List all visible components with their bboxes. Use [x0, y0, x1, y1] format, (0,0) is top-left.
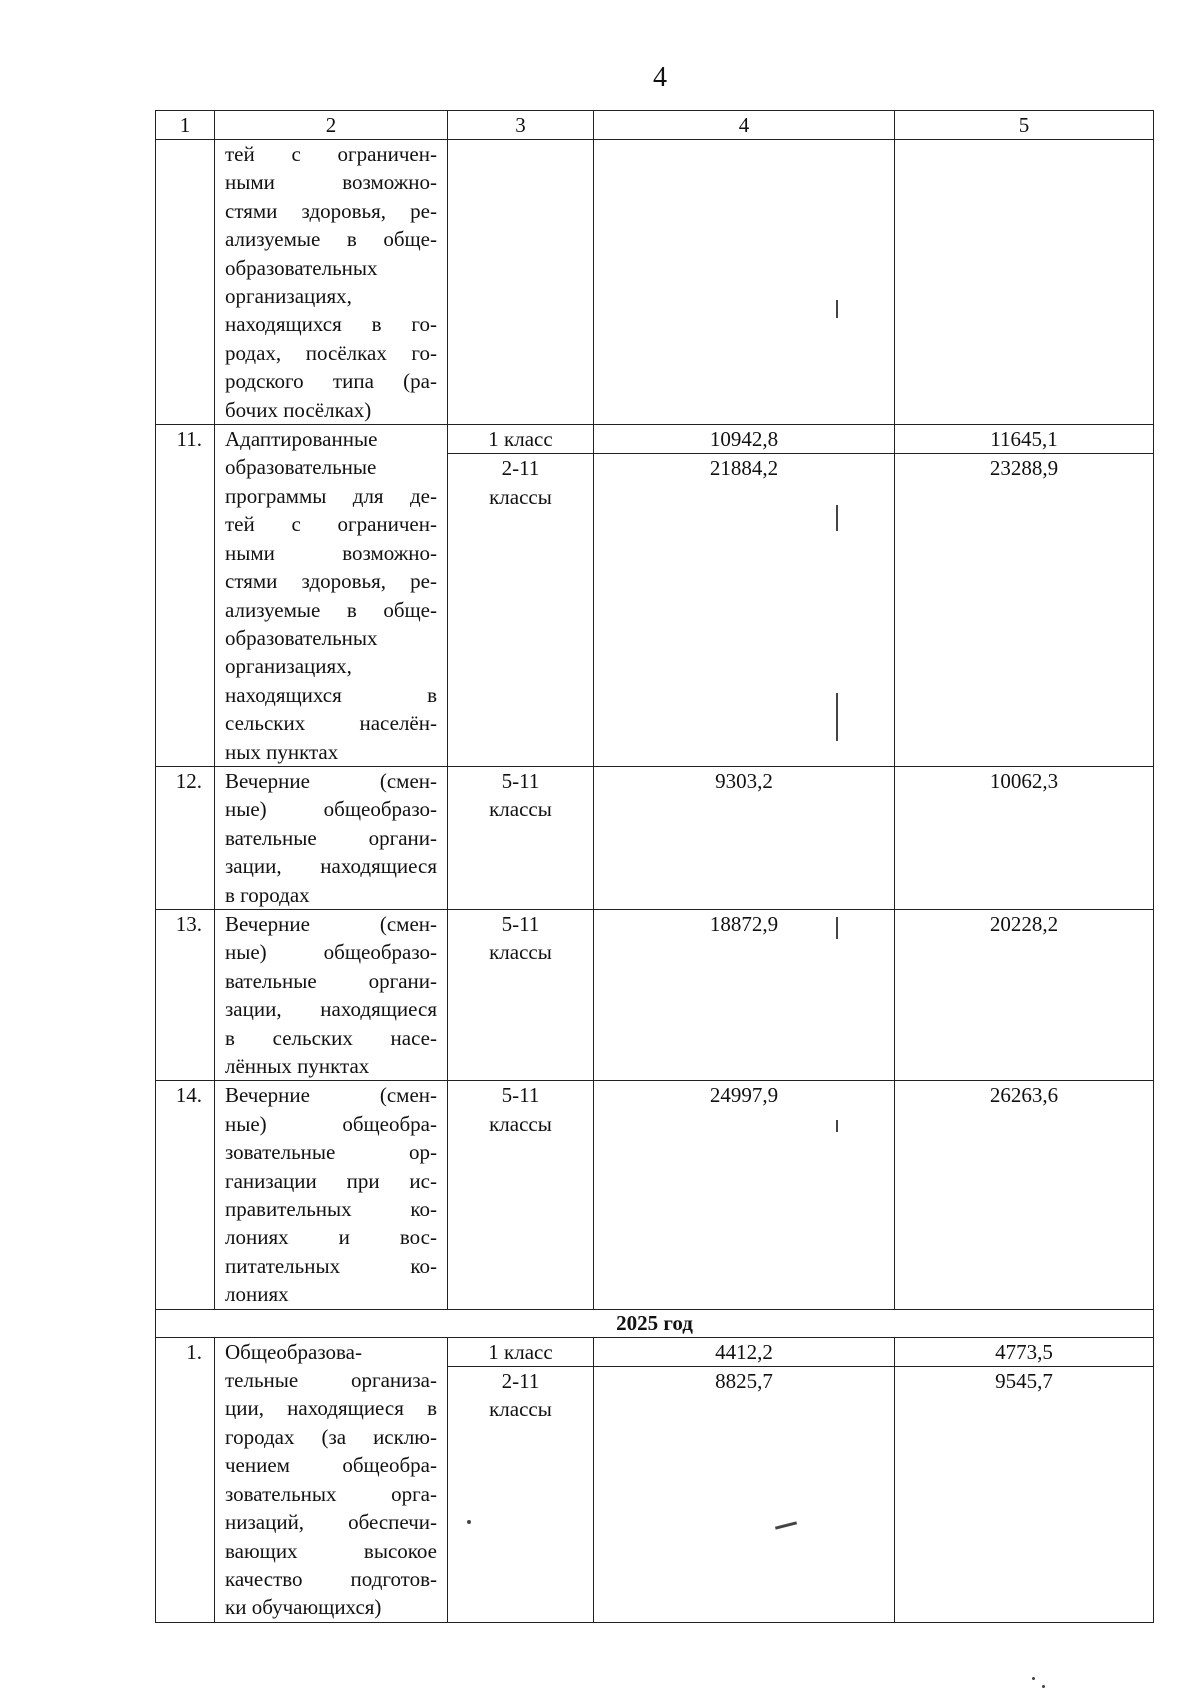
class-range — [448, 766, 594, 909]
description-line: качество подготов- — [225, 1566, 437, 1591]
column5-value: 20228,2 — [989, 911, 1059, 936]
class-range-value: 5-11 классы — [489, 1083, 552, 1136]
description-line: ции, находящиеся в — [225, 1396, 437, 1421]
description-line: зовательных орга- — [225, 1481, 437, 1506]
column4-value: 4412,2 — [594, 1338, 894, 1367]
table-row — [156, 140, 1154, 425]
column4-value: 21884,2 — [709, 456, 779, 481]
row-description — [215, 140, 448, 425]
column5 — [895, 909, 1154, 1080]
row-number: 11. — [156, 425, 215, 767]
class-range-value: 2-11 классы — [489, 456, 552, 509]
description-line: ализуемые в обще- — [225, 597, 437, 622]
class-range — [448, 1337, 594, 1622]
column4-value: 10942,8 — [594, 425, 894, 454]
column5-value: 9545,7 — [995, 1369, 1053, 1394]
class-range-value: 5-11 классы — [489, 768, 552, 822]
description-line: родах, посёлках го- — [225, 340, 437, 365]
class-range-value: 5-11 классы — [489, 911, 552, 965]
description-line: организациях, — [225, 654, 352, 679]
year-header: 2025 год — [156, 1309, 1154, 1337]
description-line: городах (за исклю- — [225, 1424, 437, 1449]
description-line: находящихся в — [225, 682, 437, 707]
row-number: 14. — [156, 1081, 215, 1309]
description-line: ки обучающихся) — [225, 1595, 382, 1620]
column-header-2: 2 — [215, 111, 448, 140]
column5-value: 11645,1 — [895, 425, 1153, 454]
description-line: низаций, обеспечи- — [225, 1510, 437, 1535]
class-range-value: 2-11 классы — [489, 1369, 552, 1422]
description-line: Вечерние (смен- — [225, 768, 437, 793]
description-line: Вечерние (смен- — [225, 1083, 437, 1108]
description-line: тей с ограничен- — [225, 512, 437, 537]
table-row — [156, 766, 1154, 909]
description-line: ные) общеобра- — [225, 1111, 437, 1136]
column5-value: 10062,3 — [989, 768, 1059, 793]
description-line: зации, находящиеся — [225, 997, 437, 1022]
row-number — [156, 140, 215, 425]
column5-value: 23288,9 — [989, 456, 1059, 481]
description-line: вательные органи- — [225, 968, 437, 993]
description-line: стями здоровья, ре- — [225, 569, 437, 594]
scan-mark — [836, 693, 838, 741]
column-header-4: 4 — [594, 111, 895, 140]
scan-mark — [836, 505, 838, 531]
description-line: организациях, — [225, 284, 352, 309]
description-line: тей с ограничен- — [225, 142, 437, 166]
description-line: ными возможно- — [225, 170, 437, 195]
description-line: правительных ко- — [225, 1197, 437, 1222]
row-description — [215, 766, 448, 909]
column5 — [895, 1337, 1154, 1622]
column-header-3: 3 — [448, 111, 594, 140]
class-range — [448, 425, 594, 767]
description-line: Общеобразова- — [225, 1339, 362, 1364]
class-range-value: 1 класс — [448, 1338, 593, 1367]
column4-value: 24997,9 — [709, 1083, 779, 1108]
row-description — [215, 425, 448, 767]
scan-mark — [836, 1120, 838, 1132]
description-line: лониях — [225, 1282, 289, 1307]
description-line: сельских населён- — [225, 711, 437, 736]
description-line: ными возможно- — [225, 540, 437, 565]
column5 — [895, 1081, 1154, 1309]
column5-value: 4773,5 — [895, 1338, 1153, 1367]
page-number: 4 — [653, 62, 667, 93]
column4 — [594, 425, 895, 767]
class-range-value: 1 класс — [448, 425, 593, 454]
year-section-row — [156, 1309, 1154, 1337]
column5 — [895, 425, 1154, 767]
column4-value: 8825,7 — [715, 1369, 773, 1394]
column4 — [594, 766, 895, 909]
row-number: 13. — [156, 909, 215, 1080]
tariff-table — [155, 110, 1154, 1623]
description-line: образовательных — [225, 625, 378, 650]
description-line: ных пунктах — [225, 739, 339, 764]
table-row — [156, 909, 1154, 1080]
description-line: стями здоровья, ре- — [225, 198, 437, 223]
description-line: образовательные — [225, 455, 377, 480]
class-range — [448, 1081, 594, 1309]
table-row — [156, 1337, 1154, 1622]
row-number: 1. — [156, 1337, 215, 1622]
column4 — [594, 140, 895, 425]
scan-mark — [467, 1520, 471, 1524]
description-line: образовательных — [225, 255, 378, 280]
column5 — [895, 140, 1154, 425]
description-line: зовательные ор- — [225, 1140, 437, 1165]
column4 — [594, 1337, 895, 1622]
class-range — [448, 140, 594, 425]
description-line: ганизации при ис- — [225, 1168, 437, 1193]
description-line: вательные органи- — [225, 825, 437, 850]
column4-value: 18872,9 — [709, 911, 779, 936]
row-description — [215, 1081, 448, 1309]
description-line: вающих высокое — [225, 1538, 437, 1563]
description-line: Адаптированные — [225, 427, 378, 452]
description-line: ные) общеобразо- — [225, 797, 437, 822]
description-line: тельные организа- — [225, 1368, 437, 1393]
description-line: в городах — [225, 882, 310, 907]
scan-mark — [836, 300, 838, 318]
table-row — [156, 425, 1154, 767]
column5 — [895, 766, 1154, 909]
column4-value: 9303,2 — [715, 768, 773, 793]
row-number: 12. — [156, 766, 215, 909]
scan-mark — [1032, 1677, 1035, 1680]
description-line: чением общеобра- — [225, 1453, 437, 1478]
description-line: ализуемые в обще- — [225, 227, 437, 252]
description-line: родского типа (ра- — [225, 369, 437, 394]
row-description — [215, 909, 448, 1080]
column-number-row — [156, 111, 1154, 140]
column4 — [594, 1081, 895, 1309]
description-line: находящихся в го- — [225, 312, 437, 337]
scan-mark — [1042, 1685, 1045, 1688]
description-line: зации, находящиеся — [225, 854, 437, 879]
description-line: лённых пунктах — [225, 1054, 370, 1078]
description-line: лониях и вос- — [225, 1225, 437, 1250]
description-line: в сельских насе- — [225, 1025, 437, 1050]
column5-value: 26263,6 — [989, 1083, 1059, 1108]
description-line: Вечерние (смен- — [225, 911, 437, 936]
row-description — [215, 1337, 448, 1622]
description-line: бочих посёлках) — [225, 397, 372, 422]
scan-mark — [836, 917, 838, 939]
class-range — [448, 909, 594, 1080]
description-line: питательных ко- — [225, 1253, 437, 1278]
column4 — [594, 909, 895, 1080]
table-row — [156, 1081, 1154, 1309]
description-line: ные) общеобразо- — [225, 940, 437, 965]
column-header-1: 1 — [156, 111, 215, 140]
column-header-5: 5 — [895, 111, 1154, 140]
description-line: программы для де- — [225, 483, 437, 508]
